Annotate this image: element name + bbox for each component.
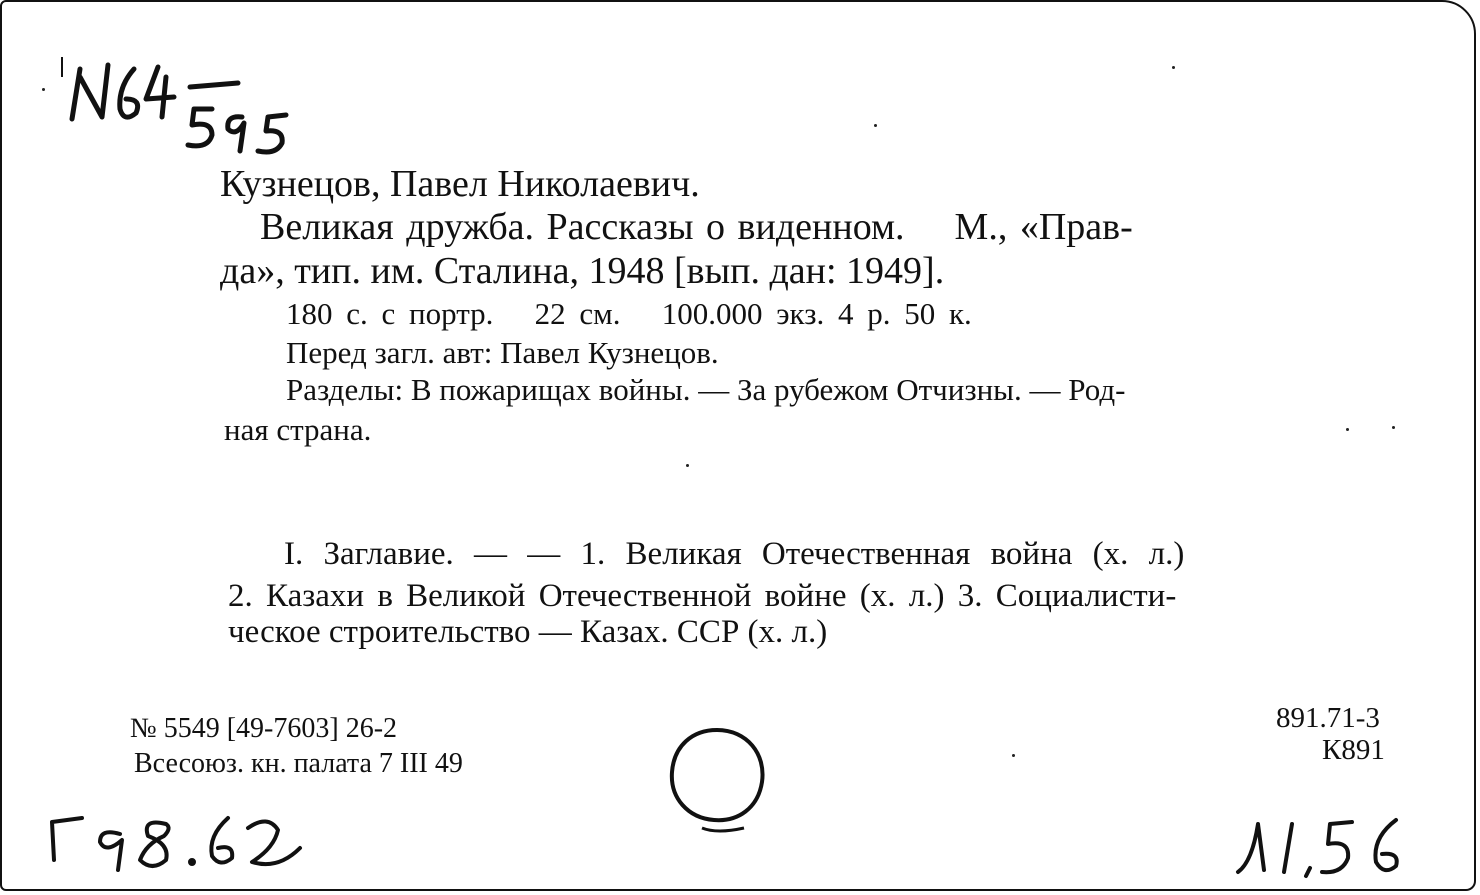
tracing-line-1: I. Заглавие. — — 1. Великая Отечественная война (х. л.) — [284, 536, 1185, 572]
handwritten-shelfmark-top — [62, 47, 302, 157]
registry-number: № 5549 [49-7603] 26-2 — [130, 713, 398, 744]
author-note: Перед загл. авт: Павел Кузнецов. — [286, 335, 719, 370]
author-heading: Кузнецов, Павел Николаевич. — [220, 163, 700, 205]
speck — [1346, 428, 1349, 431]
classification-number: 891.71-3 — [1276, 702, 1380, 734]
title-line-2: да», тип. им. Сталина, 1948 [вып. дан: 1949]. — [220, 250, 945, 292]
speck — [1012, 754, 1015, 757]
cutter-number: К891 — [1322, 734, 1385, 766]
registry-chamber: Всесоюз. кн. палата 7 III 49 — [134, 748, 463, 779]
speck — [686, 464, 689, 467]
title-line-1: Великая дружба. Рассказы о виденном. М., «Прав- — [260, 206, 1133, 248]
speck — [1172, 66, 1175, 69]
speck — [42, 88, 45, 91]
speck — [1392, 426, 1395, 429]
tracing-line-2: 2. Казахи в Великой Отечественной войне (х. л.) 3. Социалисти- — [228, 578, 1177, 614]
punch-hole-icon — [662, 724, 772, 834]
physical-description: 180 с. с портр. 22 см. 100.000 экз. 4 р. 50 к. — [286, 296, 972, 331]
sections-line-1: Разделы: В пожарищах войны. — За рубежом Отчизны. — Род- — [286, 372, 1126, 407]
handwritten-bottom-right — [1232, 810, 1422, 890]
sections-line-2: ная страна. — [224, 412, 372, 447]
handwritten-bottom-left — [42, 800, 322, 880]
tracing-line-3: ческое строительство — Казах. ССР (х. л.) — [228, 614, 828, 650]
speck — [874, 124, 877, 127]
